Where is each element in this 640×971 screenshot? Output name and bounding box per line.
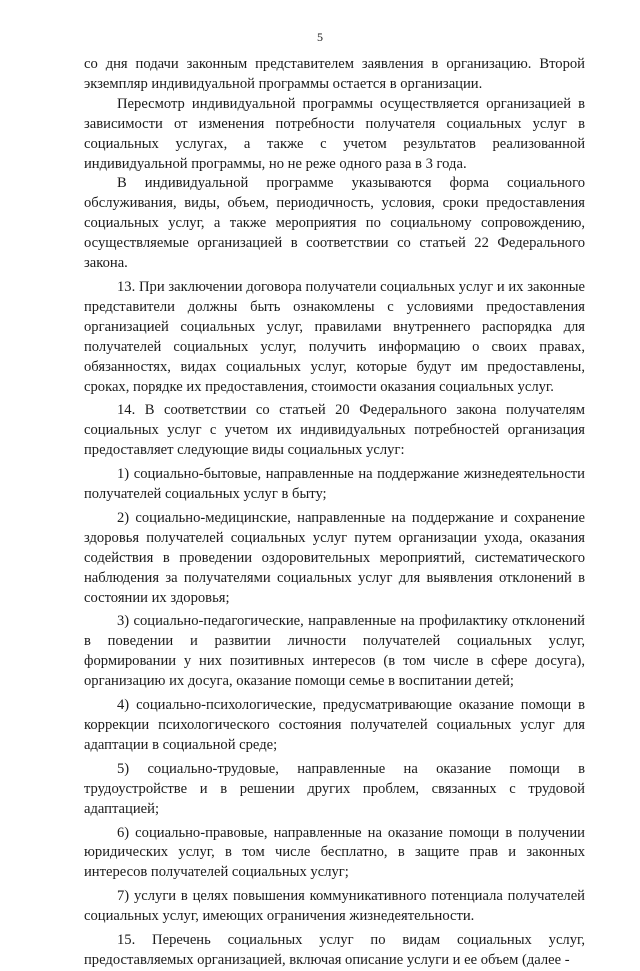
list-item-social-household: 1) социально-бытовые, направленные на поддержание жизнедеятельности получателей социальных услуг в быту;: [84, 466, 585, 503]
paragraph-clause-14: 14. В соответствии со статьей 20 Федерального закона получателям социальных услуг с учетом их индивидуальных потребностей организация предоставляет следующие виды социальных услуг:: [84, 402, 585, 459]
list-item-social-labor: 5) социально-трудовые, направленные на оказание помощи в трудоустройстве и в решении других проблем, связанных с трудовой адаптацией;: [84, 760, 585, 817]
list-item-social-legal: 6) социально-правовые, направленные на оказание помощи в получении юридических услуг, в том числе бесплатно, в защите прав и законных интересов получателей социальных услуг;: [84, 824, 585, 881]
document-body: [84, 55, 585, 971]
list-item-social-pedagogical: 3) социально-педагогические, направленные на профилактику отклонений в поведении и развитии личности получателей социальных услуг, формировании у них позитивных интересов (в том числе в сфере досуга), организацию их досуга, оказание помощи семье в воспитании детей;: [84, 613, 585, 690]
list-item-communicative-services: 7) услуги в целях повышения коммуникативного потенциала получателей социальных услуг, имеющих ограничения жизнедеятельности.: [84, 888, 585, 925]
paragraph-clause-13: 13. При заключении договора получатели социальных услуг и их законные представители должны быть ознакомлены с условиями предоставления организацией социальных услуг, правилами внутреннего распорядка для получателей социальных услуг, получить информацию о своих правах, обязанностях, видах социальных услуг, которые будут им предоставлены, сроках, порядке их предоставления, стоимости оказания социальных услуг.: [84, 278, 585, 395]
paragraph-clause-15: 15. Перечень социальных услуг по видам социальных услуг, предоставляемых организацией, включая описание услуги и ее объем (далее -: [84, 932, 585, 968]
paragraph-continuation: со дня подачи законным представителем заявления в организацию. Второй экземпляр индивидуальной программы остается в организации.: [84, 56, 585, 92]
paragraph-program-contents: В индивидуальной программе указываются форма социального обслуживания, виды, объем, периодичность, условия, сроки предоставления социальных услуг, а также мероприятия по социальному сопровождению, осуществляемые организацией в соответствии со статьей 22 Федерального закона.: [84, 175, 585, 272]
list-item-social-psychological: 4) социально-психологические, предусматривающие оказание помощи в коррекции психологического состояния получателей социальных услуг для адаптации в социальной среде;: [84, 697, 585, 753]
page-number: 5: [317, 30, 323, 44]
paragraph-program-review: Пересмотр индивидуальной программы осуществляется организацией в зависимости от изменения потребности получателя социальных услуг в социальных услугах, а также с учетом результатов реализованной индивидуальной программы, но не реже одного раза в 3 года.: [84, 95, 585, 172]
list-item-social-medical: 2) социально-медицинские, направленные на поддержание и сохранение здоровья получателей социальных услуг путем организации ухода, оказания содействия в проведении оздоровительных мероприятий, систематического наблюдения за получателями социальных услуг для выявления отклонений в состоянии их здоровья;: [84, 509, 585, 606]
